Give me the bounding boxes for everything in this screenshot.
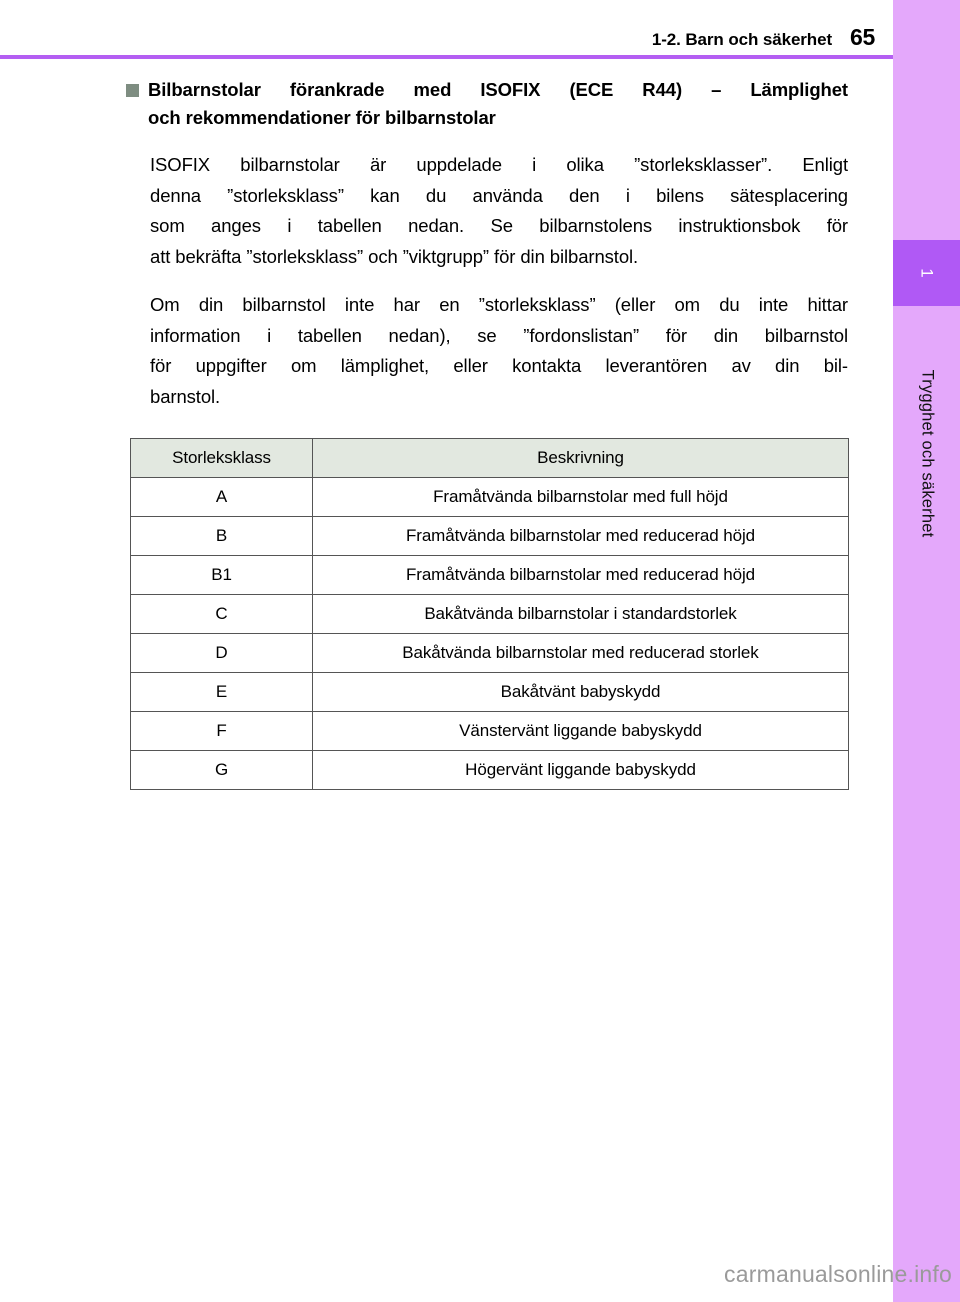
page-number: 65 [850,24,875,50]
cell-description: Bakåtvända bilbarnstolar med reducerad storlek [313,634,849,673]
cell-description: Högervänt liggande babyskydd [313,751,849,790]
table-row [131,712,849,751]
chapter-tab-label [893,318,960,618]
paragraph-line: ISOFIX bilbarnstolar är uppdelade i olika ”storleksklasser”. Enligt [150,154,848,175]
table-header-row [131,439,849,478]
table-row [131,751,849,790]
section-title: 1-2. Barn och säkerhet [651,30,833,49]
paragraph-1 [150,150,848,272]
cell-size-class: B1 [131,556,313,595]
section-heading-text [148,76,848,132]
running-head [0,24,893,56]
page-content [126,76,848,790]
cell-size-class: A [131,478,313,517]
cell-description: Framåtvända bilbarnstolar med reducerad höjd [313,517,849,556]
paragraph-line: barnstol. [150,385,221,407]
cell-description: Bakåtvända bilbarnstolar i standardstorlek [313,595,849,634]
paragraph-line: information i tabellen nedan), se ”fordonslistan” för din bilbarnstol [150,324,848,346]
paragraph-line: som anges i tabellen nedan. Se bilbarnstolens instruktionsbok för [150,215,848,236]
chapter-number-label: 1 [917,268,937,278]
chapter-title-vertical: Trygghet och säkerhet [918,369,937,538]
header-rule [0,55,960,59]
paragraph-line: att bekräfta ”storleksklass” och ”viktgrupp” för din bilbarnstol. [150,245,639,267]
paragraph-line: denna ”storleksklass” kan du använda den i bilens sätesplacering [150,184,848,206]
table-row [131,556,849,595]
paragraph-line: för uppgifter om lämplighet, eller kontakta leverantören av din bil- [150,355,848,376]
chapter-thumb-index [893,0,960,1302]
column-header-size-class: Storleksklass [131,439,313,478]
table-body [131,478,849,790]
isofix-size-class-table-wrapper [130,438,848,790]
table-row [131,634,849,673]
cell-description: Framåtvända bilbarnstolar med full höjd [313,478,849,517]
column-header-description: Beskrivning [313,439,849,478]
cell-size-class: B [131,517,313,556]
table-row [131,517,849,556]
paragraph-line: Om din bilbarnstol inte har en ”storleksklass” (eller om du inte hittar [150,294,848,315]
site-watermark: carmanualsonline.info [724,1261,952,1287]
cell-size-class: D [131,634,313,673]
cell-size-class: C [131,595,313,634]
chapter-tab-number [893,240,960,306]
table-row [131,478,849,517]
heading-line-2: och rekommendationer för bilbarnstolar [148,107,496,128]
heading-line-1: Bilbarnstolar förankrade med ISOFIX (ECE R44) – Lämplighet [148,79,848,100]
isofix-size-class-table [130,438,849,790]
filled-square-bullet-icon [126,84,139,97]
table-row [131,673,849,712]
cell-description: Vänstervänt liggande babyskydd [313,712,849,751]
section-heading [126,76,848,132]
cell-size-class: E [131,673,313,712]
cell-size-class: G [131,751,313,790]
cell-description: Framåtvända bilbarnstolar med reducerad höjd [313,556,849,595]
paragraph-2 [150,290,848,412]
table-row [131,595,849,634]
cell-description: Bakåtvänt babyskydd [313,673,849,712]
cell-size-class: F [131,712,313,751]
